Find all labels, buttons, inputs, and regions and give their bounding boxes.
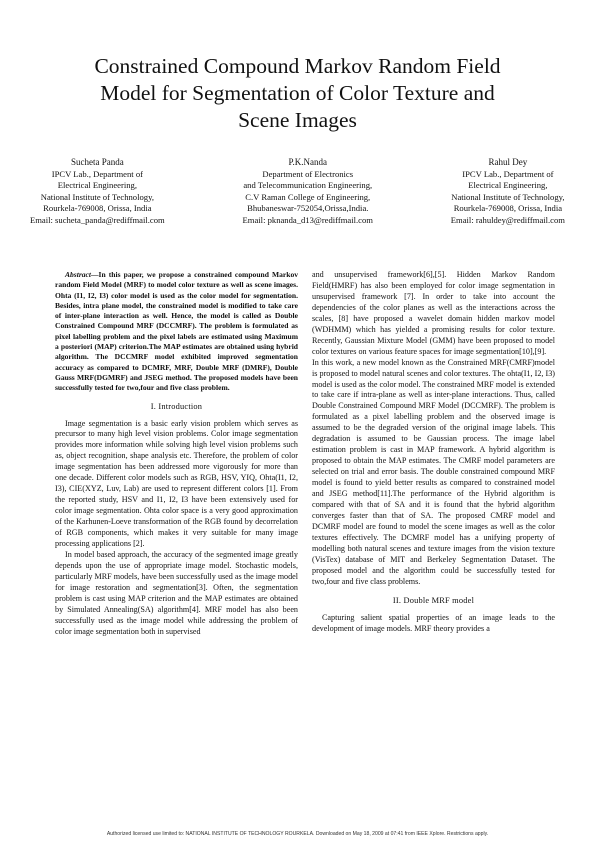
title-line: Constrained Compound Markov Random Field — [94, 54, 501, 78]
author-affiliation-line: IPCV Lab., Department of — [51, 168, 143, 179]
author-name: Rahul Dey — [488, 157, 528, 167]
author-affiliation-line: National Institute of Technology, — [40, 191, 154, 202]
author-name: P.K.Nanda — [288, 157, 327, 167]
author-affiliation-line: IPCV Lab., Department of — [462, 168, 554, 179]
author-affiliation-line: Electrical Engineering, — [468, 180, 548, 191]
author-3 — [451, 157, 565, 227]
abstract-lead: Abstract — [65, 270, 91, 279]
author-affiliation-line: and Telecommunication Engineering, — [243, 180, 373, 191]
author-email: Email: rahuldey@rediffmail.com — [450, 214, 565, 225]
author-block — [30, 157, 565, 227]
body-paragraph: Image segmentation is a basic early vision problem which serves as precursor to many high level vision problems. Color image segmentation provides more information while solving high level vision problems such as, object recognition, shape analysis etc. Therefore, the problem of color image segmentation has been addressed more vigorously for more than one decade. Different color models such as RGB, HSV, YIQ, Ohta(I1, I2, I3), CIE(XYZ, Luv, Lab) are used to represent different colors [1]. From the reported study, HSV and I1, I2, I3 have been extensively used for color image segmentation. Ohta color space is a very good approximation of the Karhunen-Loeve transformation of the RGB found by decorrelation of RGB components, which makes it very suitable for many image processing applications [2]. — [55, 418, 298, 548]
title-line: Model for Segmentation of Color Texture and — [100, 81, 495, 105]
body-paragraph: In this work, a new model known as the Constrained MRF(CMRF)model is proposed to model natural scenes and color textures. The ohta(I1, I2, I3) model is used as the color model. The constrained MRF model is extended to take care if intra-plane as well as inter-plane interactions. Thus, called Double Constrained Compound MRF Model (DCCMRF). The problem is formulated as a pixel labelling problem and the observed image is assumed to be the degraded version of the original image labels. This degradation is assumed to be Gaussian process. The image label estimation problem is cast in MAP framework. A hybrid algorithm is proposed to obtain the MAP estimates. The CMRF model parameters are selected on trial and error basis. The double constrained compound MRF model is found to yield better results as compared to constrained model and JSEG method[11].The performance of the Hybrid algorithm is compared with that of SA and it is found that the hybrid algorithm converges faster than that of SA. The proposed CMRF model and DCMRF model are found to model the scene images as well as the color textures effectively. The DCMRF model has a unifying property of modelling both natural scenes and texture images from the vision texture (VisTex) database of MIT and Berkeley Segmentation Dataset. The proposed model and the algorithm could be successfully tested for two,four and five class problems. — [312, 357, 555, 586]
body-paragraph: Capturing salient spatial properties of an image leads to the development of image models. MRF theory provides a — [312, 612, 555, 633]
paper-title — [40, 53, 555, 134]
author-affiliation-line: Department of Electronics — [262, 168, 354, 179]
author-affiliation-line: Rourkela-769008, Orissa, India — [43, 203, 152, 214]
author-affiliation-line: National Institute of Technology, — [451, 191, 565, 202]
section-heading-introduction: I. Introduction — [150, 401, 203, 411]
abstract — [55, 270, 298, 394]
abstract-text: —In this paper, we propose a constrained compound Markov random Field Model (MRF) to model color texture as well as scene images. Ohta (I1, I2, I3) color model is used as the color model for segmentation. Besides, intra plane model, the constrained model is modified to take care of inter-plane interaction as well. Hence, the model is called as Double Constrained Compound MRF (DCCMRF). The problem is formulated as pixel labelling problem and the pixel labels are estimated using Maximum a posteriori (MAP) criterion.The MAP estimates are obtained using hybrid algorithm. The DCCMRF model exhibited improved segmentation accuracy as compared to DCMRF, MRF, Double MRF (DMRF), Double Gauss MRF(DGMRF) and JSEG method. The proposed models have been successfully tested for two,four and five class problem. — [55, 270, 298, 393]
author-2 — [243, 157, 373, 227]
title-line: Scene Images — [238, 108, 357, 132]
author-affiliation-line: C.V Raman College of Engineering, — [245, 191, 371, 202]
section-heading-double-mrf: II. Double MRF model — [392, 595, 475, 605]
license-footer: Authorized licensed use limited to: NATIONAL INSTITUTE OF TECHNOLOGY ROURKELA. Downloaded on May 18, 2009 at 07:41 from IEEE Xplore. Restrictions apply. — [106, 831, 489, 837]
author-affiliation-line: Electrical Engineering, — [57, 180, 137, 191]
right-column — [312, 270, 555, 635]
author-name: Sucheta Panda — [70, 157, 124, 167]
author-email: Email: pknanda_d13@rediffmail.com — [242, 214, 373, 225]
author-affiliation-line: Bhubaneswar-752054,Orissa,India. — [247, 203, 369, 214]
author-email: Email: sucheta_panda@rediffmail.com — [30, 214, 165, 225]
author-1 — [30, 157, 165, 227]
body-paragraph: and unsupervised framework[6],[5]. Hidden Markov Random Field(HMRF) has also been employed for color image segmentation in unsupervised framework [7]. In order to take into account the dependencies of the color planes as well as the interactions across the scales, [8] have proposed a wavelet domain hidden markov model (WDHMM) which has yielded a promising results for color texture. Recently, Gaussian Mixture Model (GMM) have been proposed to model color textures on various feature spaces for image segmentation[10],[9]. — [312, 270, 555, 356]
body-paragraph: In model based approach, the accuracy of the segmented image greatly depends upon the use of appropriate image model. Stochastic models, particularly MRF models, have been successfully used as the image model for image restoration and segmentation[3]. Often, the segmentation problem is cast using MAP criterion and the MAP estimates are obtained by Simulated Annealing(SA) algorithm[4]. MRF model has also been successfully used as the image model while addressing the problem of color image segmentation both in supervised — [55, 549, 298, 636]
left-column — [55, 270, 298, 638]
author-affiliation-line: Rourkela-769008, Orissa, India — [453, 203, 563, 214]
